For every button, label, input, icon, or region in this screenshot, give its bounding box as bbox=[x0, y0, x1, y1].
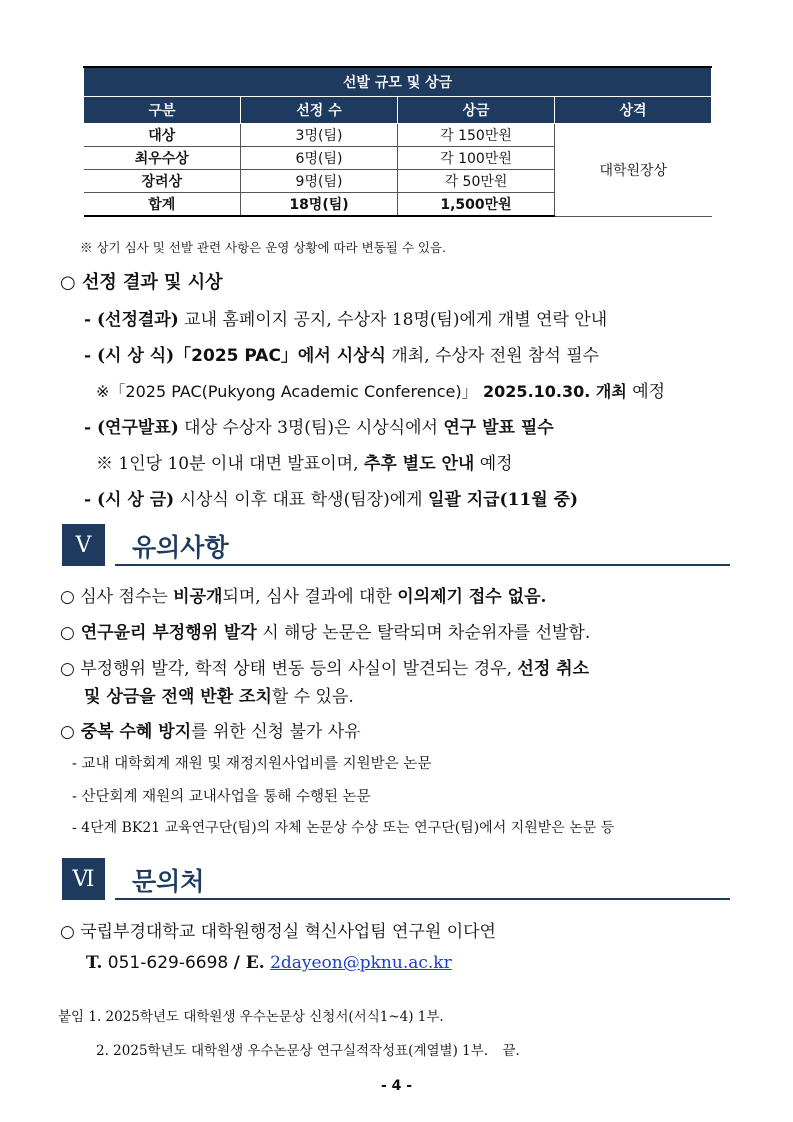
total-prize: 1,500만원 bbox=[398, 193, 555, 217]
total-category: 합계 bbox=[84, 193, 241, 217]
prize-bold: 일괄 지급(11월 중) bbox=[427, 490, 579, 510]
present-label: - (연구발표) bbox=[84, 418, 179, 438]
contact-line: ○ 국립부경대학교 대학원행정실 혁신사업팀 연구원 이다연 bbox=[60, 922, 496, 942]
exclusion-item-2: - 산단회계 재원의 교내사업을 통해 수행된 논문 bbox=[72, 789, 371, 805]
notice-item-3-cont bbox=[84, 682, 354, 707]
page-number: - 4 - bbox=[380, 1078, 413, 1094]
ceremony-note-prefix: ※「2025 PAC(Pukyong Academic Conference)」 bbox=[96, 382, 478, 401]
award-type: 대학원장상 bbox=[555, 124, 712, 217]
prize-line bbox=[84, 485, 578, 510]
item3-bold: 선정 취소 bbox=[517, 659, 589, 679]
ceremony-note-bold: 2025.10.30. 개최 bbox=[483, 382, 627, 401]
row-count: 9명(팀) bbox=[241, 170, 398, 193]
notice-item-3 bbox=[60, 654, 589, 679]
header-award: 상격 bbox=[555, 97, 712, 124]
item4-text: 를 위한 신청 불가 사유 bbox=[191, 722, 361, 742]
section-v-header bbox=[62, 524, 730, 566]
row-category: 장려상 bbox=[84, 170, 241, 193]
tel-number: 051-629-6698 bbox=[107, 953, 229, 973]
row-prize: 각 150만원 bbox=[398, 124, 555, 147]
total-count: 18명(팀) bbox=[241, 193, 398, 217]
ceremony-note-suffix: 예정 bbox=[632, 382, 666, 402]
row-prize: 각 50만원 bbox=[398, 170, 555, 193]
tel-label: T. bbox=[86, 953, 103, 973]
item3-text: ○ 부정행위 발각, 학적 상태 변동 등의 사실이 발견되는 경우, bbox=[60, 659, 512, 679]
row-count: 6명(팀) bbox=[241, 147, 398, 170]
contact-details bbox=[86, 953, 452, 973]
present-text: 대상 수상자 3명(팀)은 시상식에서 bbox=[184, 418, 438, 438]
row-count: 3명(팀) bbox=[241, 124, 398, 147]
email-label: / E. bbox=[233, 953, 265, 973]
attachment-2-text: 2. 2025학년도 대학원생 우수논문상 연구실적작성표(계열별) 1부. bbox=[96, 1043, 489, 1059]
exclusion-item-1: - 교내 대학회계 재원 및 재정지원사업비를 지원받은 논문 bbox=[72, 756, 432, 772]
header-count: 선정 수 bbox=[241, 97, 398, 124]
present-line bbox=[84, 413, 554, 438]
ceremony-bold: 「2025 PAC」에서 시상식 bbox=[174, 346, 386, 366]
item2-text: 시 해당 논문은 탈락되며 차순위자를 선발함. bbox=[262, 623, 591, 643]
prize-text: 시상식 이후 대표 학생(팀장)에게 bbox=[179, 490, 423, 510]
end-mark: 끝. bbox=[502, 1043, 520, 1059]
ceremony-text: 개최, 수상자 전원 참석 필수 bbox=[391, 346, 600, 366]
present-note-prefix: ※ 1인당 10분 이내 대면 발표이며, bbox=[96, 454, 359, 474]
section-v-number: Ⅴ bbox=[62, 524, 105, 566]
ceremony-label: - (시 상 식) bbox=[84, 346, 175, 366]
section-vi-title: 문의처 bbox=[132, 867, 205, 896]
present-note bbox=[96, 449, 513, 474]
item4-bold: ○ 중복 수혜 방지 bbox=[60, 722, 192, 742]
item3-bold2: 및 상금을 전액 반환 조치 bbox=[84, 687, 272, 707]
attachment-1: 붙임 1. 2025학년도 대학원생 우수논문상 신청서(서식1~4) 1부. bbox=[58, 1009, 444, 1025]
result-line bbox=[84, 305, 607, 330]
prize-label: - (시 상 금) bbox=[84, 490, 175, 510]
item1-bold2: 이의제기 접수 없음. bbox=[397, 587, 547, 607]
row-category: 최우수상 bbox=[84, 147, 241, 170]
result-text: 교내 홈페이지 공지, 수상자 18명(팀)에게 개별 연락 안내 bbox=[184, 310, 608, 330]
item1-mid: 되며, 심사 결과에 대한 bbox=[222, 587, 392, 607]
notice-item-4 bbox=[60, 717, 361, 742]
item1-bold1: 비공개 bbox=[173, 587, 223, 607]
present-note-bold: 추후 별도 안내 bbox=[363, 454, 475, 474]
ceremony-line bbox=[84, 341, 599, 366]
notice-item-1 bbox=[60, 582, 546, 607]
ceremony-note bbox=[96, 377, 665, 402]
table-row bbox=[84, 124, 712, 147]
row-category: 대상 bbox=[84, 124, 241, 147]
section-vi-header bbox=[62, 858, 730, 900]
prize-table bbox=[83, 66, 712, 217]
section-vi-number: Ⅵ bbox=[62, 858, 105, 900]
email-link[interactable]: 2dayeon@pknu.ac.kr bbox=[270, 953, 452, 973]
result-label: - (선정결과) bbox=[84, 310, 179, 330]
present-bold: 연구 발표 필수 bbox=[443, 418, 554, 438]
present-note-suffix: 예정 bbox=[479, 454, 513, 474]
section-vi-rule bbox=[115, 898, 730, 900]
table-title: 선발 규모 및 상금 bbox=[84, 67, 712, 97]
item3-suffix: 할 수 있음. bbox=[271, 687, 354, 707]
section-v-title: 유의사항 bbox=[132, 533, 229, 562]
notice-item-2 bbox=[60, 618, 590, 643]
selection-heading: ○ 선정 결과 및 시상 bbox=[60, 272, 223, 293]
row-prize: 각 100만원 bbox=[398, 147, 555, 170]
exclusion-item-3: - 4단계 BK21 교육연구단(팀)의 자체 논문상 수상 또는 연구단(팀)에서 지원받은 논문 등 bbox=[72, 820, 615, 836]
header-prize: 상금 bbox=[398, 97, 555, 124]
table-note: ※ 상기 심사 및 선발 관련 사항은 운영 상황에 따라 변동될 수 있음. bbox=[80, 240, 447, 255]
attachment-2 bbox=[96, 1039, 520, 1059]
item2-bold: ○ 연구윤리 부정행위 발각 bbox=[60, 623, 257, 643]
item1-prefix: ○ 심사 점수는 bbox=[60, 587, 168, 607]
header-category: 구분 bbox=[84, 97, 241, 124]
section-v-rule bbox=[115, 564, 730, 566]
